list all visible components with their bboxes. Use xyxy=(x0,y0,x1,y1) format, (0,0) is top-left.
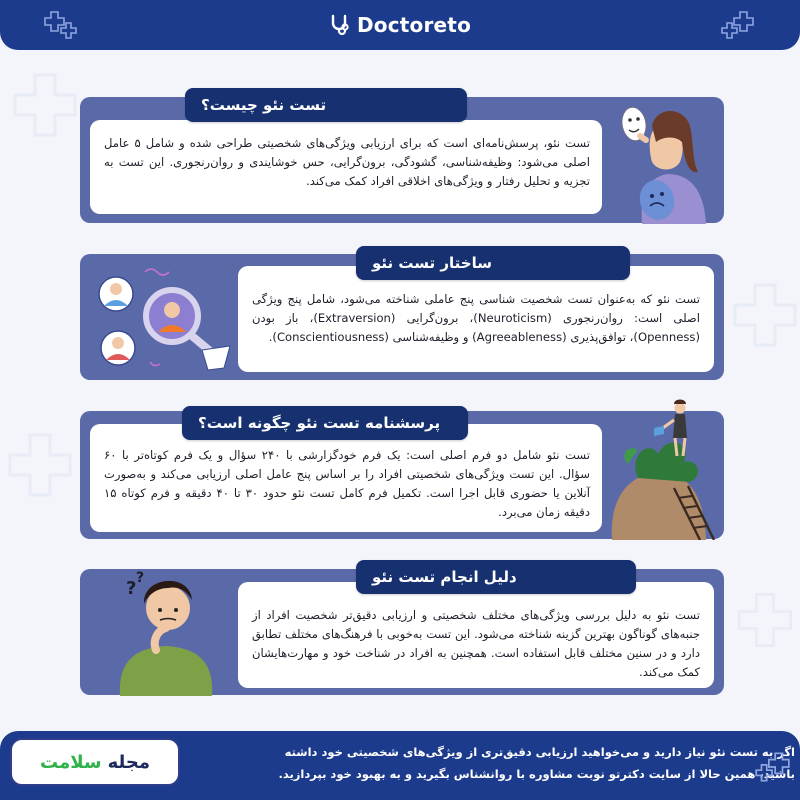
brand-name: Doctoreto xyxy=(356,13,472,37)
background-cross-icon xyxy=(10,70,80,140)
medical-cross-icon xyxy=(42,8,80,42)
header-bar xyxy=(0,0,800,50)
section-3-text: تست نئو شامل دو فرم اصلی است: یک فرم خودگزارشی با ۲۴۰ سؤال و یک فرم کوتاه‌تر با ۶۰ سؤال. این تست ویژگی‌های شخصیتی افراد را بر اساس پنج عامل اصلی ارزیابی می‌کند و به‌صورت آنلاین یا حضوری قابل اجرا است. تکمیل فرم کامل تست نئو حدود ۳۰ تا ۴۰ دقیقه و فرم کوتاه ۱۵ دقیقه زمان می‌برد. xyxy=(90,424,602,532)
background-cross-icon xyxy=(5,430,75,500)
section-2-title: ساختار تست نئو xyxy=(356,246,630,280)
badge-word-health: سلامت xyxy=(40,751,102,773)
svg-text:?: ? xyxy=(136,570,145,586)
section-2-text: تست نئو که به‌عنوان تست شخصیت شناسی پنج عاملی شناخته می‌شود، شامل پنج ویژگی اصلی است: روان‌رنجوری (Neuroticism)، برون‌گرایی (Extraversion)، باز بودن (Openness)، توافق‌پذیری (Agreeableness) و وظیفه‌شناسی (Conscientiousness). xyxy=(238,266,714,372)
footer-cta-text xyxy=(175,741,795,791)
medical-cross-icon xyxy=(718,8,756,42)
section-1-text: تست نئو، پرسش‌نامه‌ای است که برای ارزیابی ویژگی‌های شخصیتی طراحی شده و شامل ۵ عامل اصلی می‌شود: وظیفه‌شناسی، گشودگی، برون‌گرایی، حس خوشایندی و روان‌رنجوری. این تست به تجزیه و تحلیل رفتار و ویژگی‌های اخلاقی افراد کمک می‌کند. xyxy=(90,120,602,214)
background-cross-icon xyxy=(730,280,800,350)
medical-cross-icon xyxy=(752,747,792,787)
footer-line-1: اگر به تست نئو نیاز دارید و می‌خواهید ارزیابی دقیق‌تری از ویژگی‌های شخصیتی خود داشته xyxy=(284,745,795,759)
badge-word-magazine: مجله xyxy=(107,751,150,773)
health-magazine-badge[interactable] xyxy=(10,738,180,786)
section-4-text: تست نئو به دلیل بررسی ویژگی‌های مختلف شخصیتی و ارزیابی دقیق‌تر شخصیت افراد از جنبه‌های گوناگون بهترین گزینه شناخته می‌شود. این تست به‌خوبی با فرهنگ‌های مختلف تطابق دارد و در سنین مختلف قابل استفاده است. همچنین به افراد در شناخت خود و مهارت‌هایشان کمک می‌کند. xyxy=(238,582,714,688)
doctoreto-logo-icon xyxy=(329,14,351,36)
section-1-title: تست نئو چیست؟ xyxy=(185,88,467,122)
thinking-man-illustration xyxy=(96,560,238,696)
section-3-title: پرسشنامه تست نئو چگونه است؟ xyxy=(182,406,468,440)
brand-logo[interactable] xyxy=(329,13,471,37)
question-mark-icon: ? xyxy=(126,578,137,599)
footer-line-2: باشید، همین حالا از سایت دکترتو نوبت مشاوره با روانشناس بگیرید و به بهبود خود بپردازید. xyxy=(278,767,795,781)
background-cross-icon xyxy=(735,590,795,650)
woman-with-masks-illustration xyxy=(612,96,720,224)
section-4-title: دلیل انجام تست نئو xyxy=(356,560,636,594)
people-magnifier-illustration xyxy=(90,258,240,378)
woman-ladder-plant-illustration xyxy=(608,398,722,540)
